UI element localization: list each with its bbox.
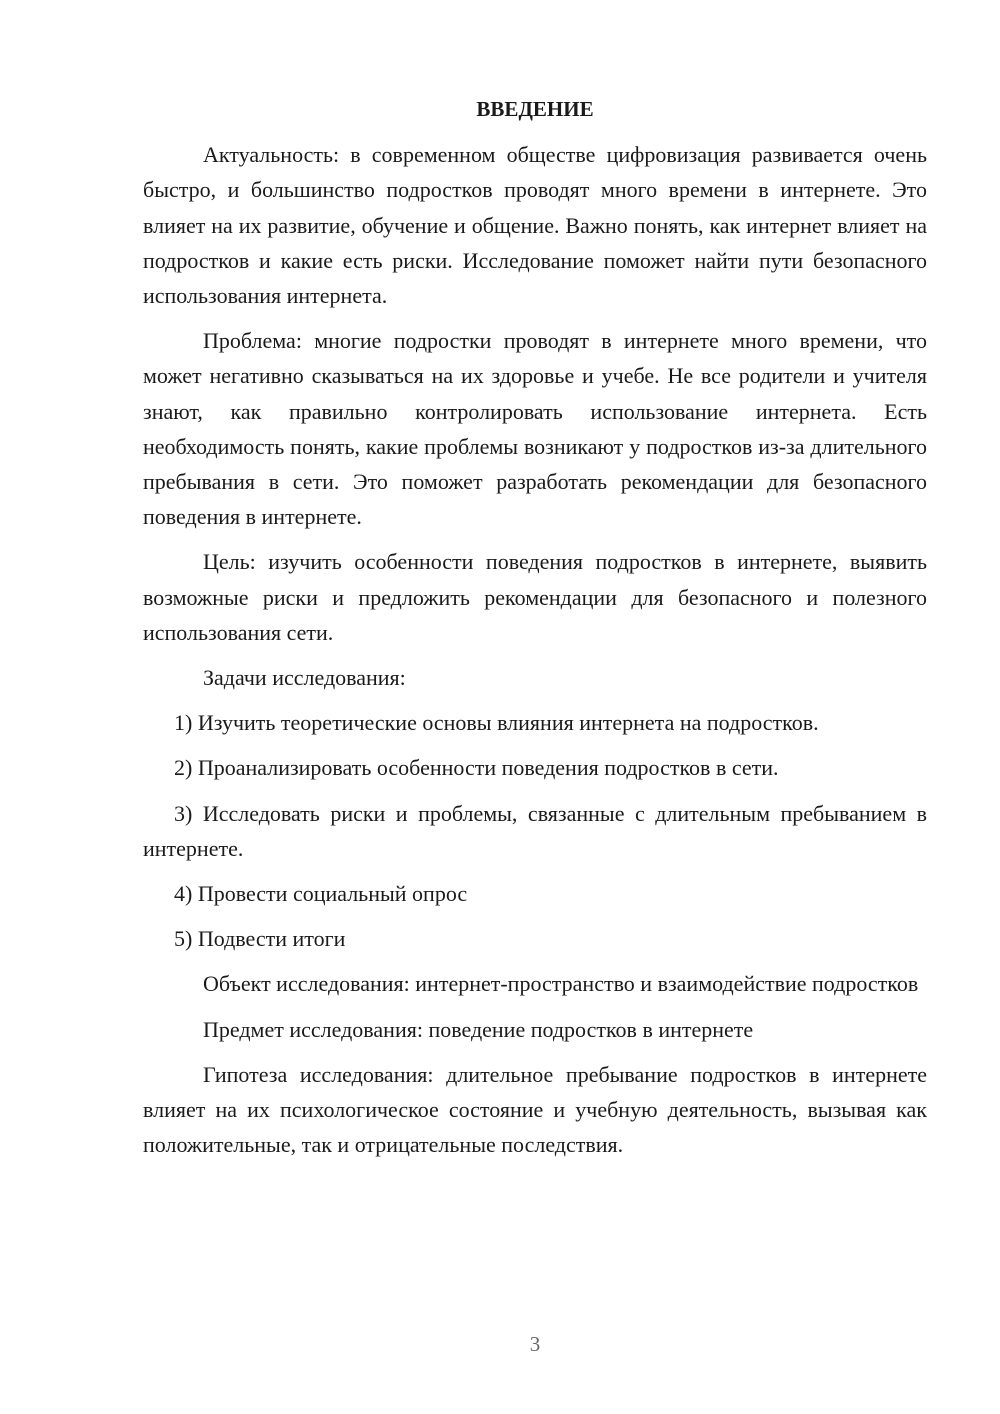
- page-number: 3: [529, 1332, 541, 1356]
- task-item: 1) Изучить теоретические основы влияния интернета на подростков.: [174, 710, 819, 736]
- paragraph-relevance: Актуальность: в современном обществе цифровизация развивается очень быстро, и большинство подростков проводят много времени в интернете. Это влияет на их развитие, обучение и общение. Важно понять, как интернет влияет на подростков и какие есть риски. Исследование поможет найти пути безопасного использования интернета.: [143, 142, 927, 309]
- paragraph-problem: Проблема: многие подростки проводят в интернете много времени, что может негативно сказываться на их здоровье и учебе. Не все родители и учителя знают, как правильно контролировать использование интернета. Есть необходимость понять, какие проблемы возникают у подростков из-за длительного пребывания в сети. Это поможет разработать рекомендации для безопасного поведения в интернете.: [143, 328, 927, 530]
- paragraph-hypothesis: Гипотеза исследования: длительное пребывание подростков в интернете влияет на их психологическое состояние и учебную деятельность, вызывая как положительные, так и отрицательные последствия.: [143, 1061, 927, 1158]
- task-item: 4) Провести социальный опрос: [174, 881, 468, 907]
- paragraph-object: Объект исследования: интернет-пространство и взаимодействие подростков: [203, 971, 919, 997]
- paragraph-tasks-heading: Задачи исследования:: [203, 665, 406, 691]
- task-item: 5) Подвести итоги: [174, 926, 346, 952]
- document-page: [143, 92, 927, 1172]
- paragraph-goal: Цель: изучить особенности поведения подростков в интернете, выявить возможные риски и предложить рекомендации для безопасного и полезного использования сети.: [143, 549, 927, 645]
- paragraph-subject: Предмет исследования: поведение подростков в интернете: [203, 1016, 754, 1042]
- task-item: 2) Проанализировать особенности поведения подростков в сети.: [174, 755, 779, 781]
- section-title: ВВЕДЕНИЕ: [476, 97, 594, 121]
- task-item: 3) Исследовать риски и проблемы, связанные с длительным пребыванием в интернете.: [143, 800, 927, 861]
